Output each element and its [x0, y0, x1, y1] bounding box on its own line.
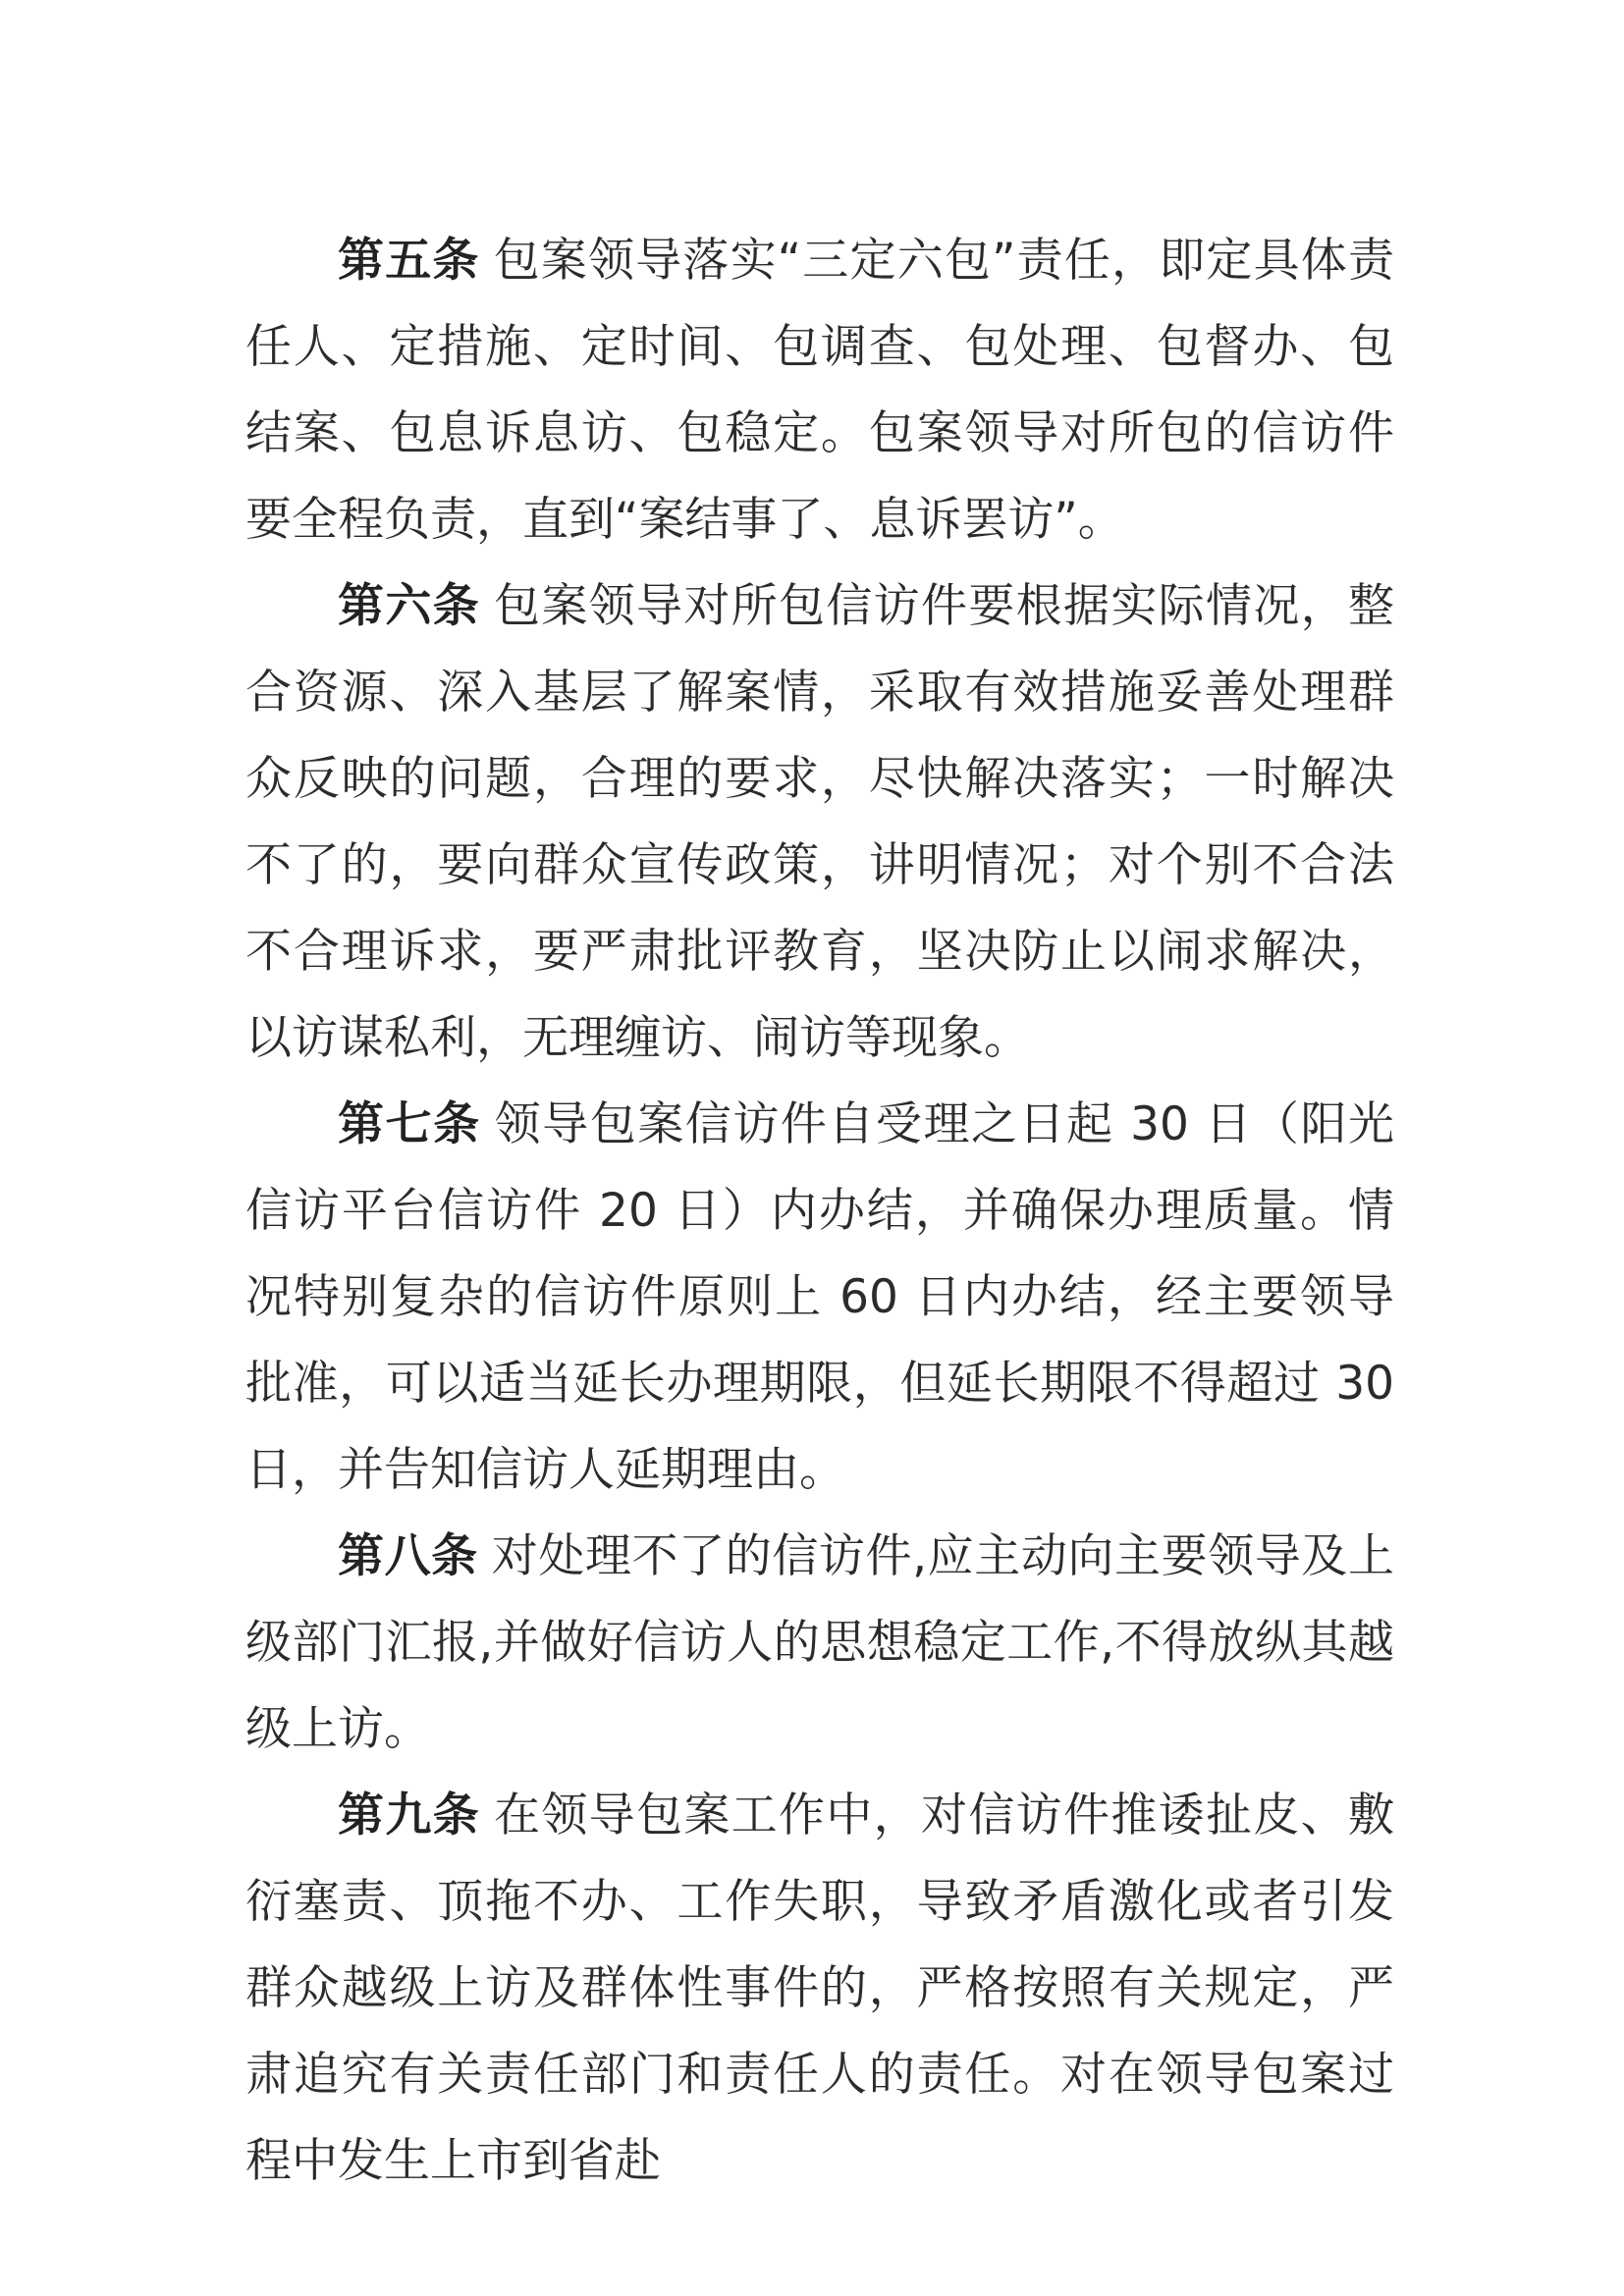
article-5	[245, 218, 1394, 563]
article-5-text: 包案领导落实“三定六包”责任，即定具体责任人、定措施、定时间、包调查、包处理、包督办、包结案、包息诉息访、包稳定。包案领导对所包的信访件要全程负责，直到“案结事了、息诉罢访”。	[245, 234, 1395, 547]
article-8-label: 第八条	[338, 1529, 478, 1583]
article-9-label: 第九条	[338, 1789, 480, 1842]
article-7-text: 领导包案信访件自受理之日起 30 日（阳光信访平台信访件 20 日）内办结，并确保办理质量。情况特别复杂的信访件原则上 60 日内办结，经主要领导批准，可以适当延长办理期限，但延长期限不得超过 30 日，并告知信访人延期理由。	[245, 1097, 1395, 1497]
article-9-text: 在领导包案工作中，对信访件推诿扯皮、敷衍塞责、顶拖不办、工作失职，导致矛盾激化或者引发群众越级上访及群体性事件的，严格按照有关规定，严肃追究有关责任部门和责任人的责任。对在领导包案过程中发生上市到省赴	[245, 1789, 1394, 2188]
article-6-text: 包案领导对所包信访件要根据实际情况，整合资源、深入基层了解案情，采取有效措施妥善处理群众反映的问题，合理的要求，尽快解决落实；一时解决不了的，要向群众宣传政策，讲明情况；对个别不合法不合理诉求，要严肃批评教育，坚决防止以闹求解决，以访谋私利，无理缠访、闹访等现象。	[245, 579, 1394, 1065]
article-7-label: 第七条	[338, 1097, 481, 1151]
article-9	[245, 1773, 1394, 2205]
article-8	[245, 1514, 1394, 1773]
article-6	[245, 563, 1394, 1082]
article-8-text: 对处理不了的信访件,应主动向主要领导及上级部门汇报,并做好信访人的思想稳定工作,不得放纵其越级上访。	[245, 1529, 1394, 1756]
article-7	[245, 1082, 1394, 1514]
document-page	[245, 218, 1394, 2205]
article-6-label: 第六条	[338, 579, 480, 633]
article-5-label: 第五条	[338, 234, 480, 288]
